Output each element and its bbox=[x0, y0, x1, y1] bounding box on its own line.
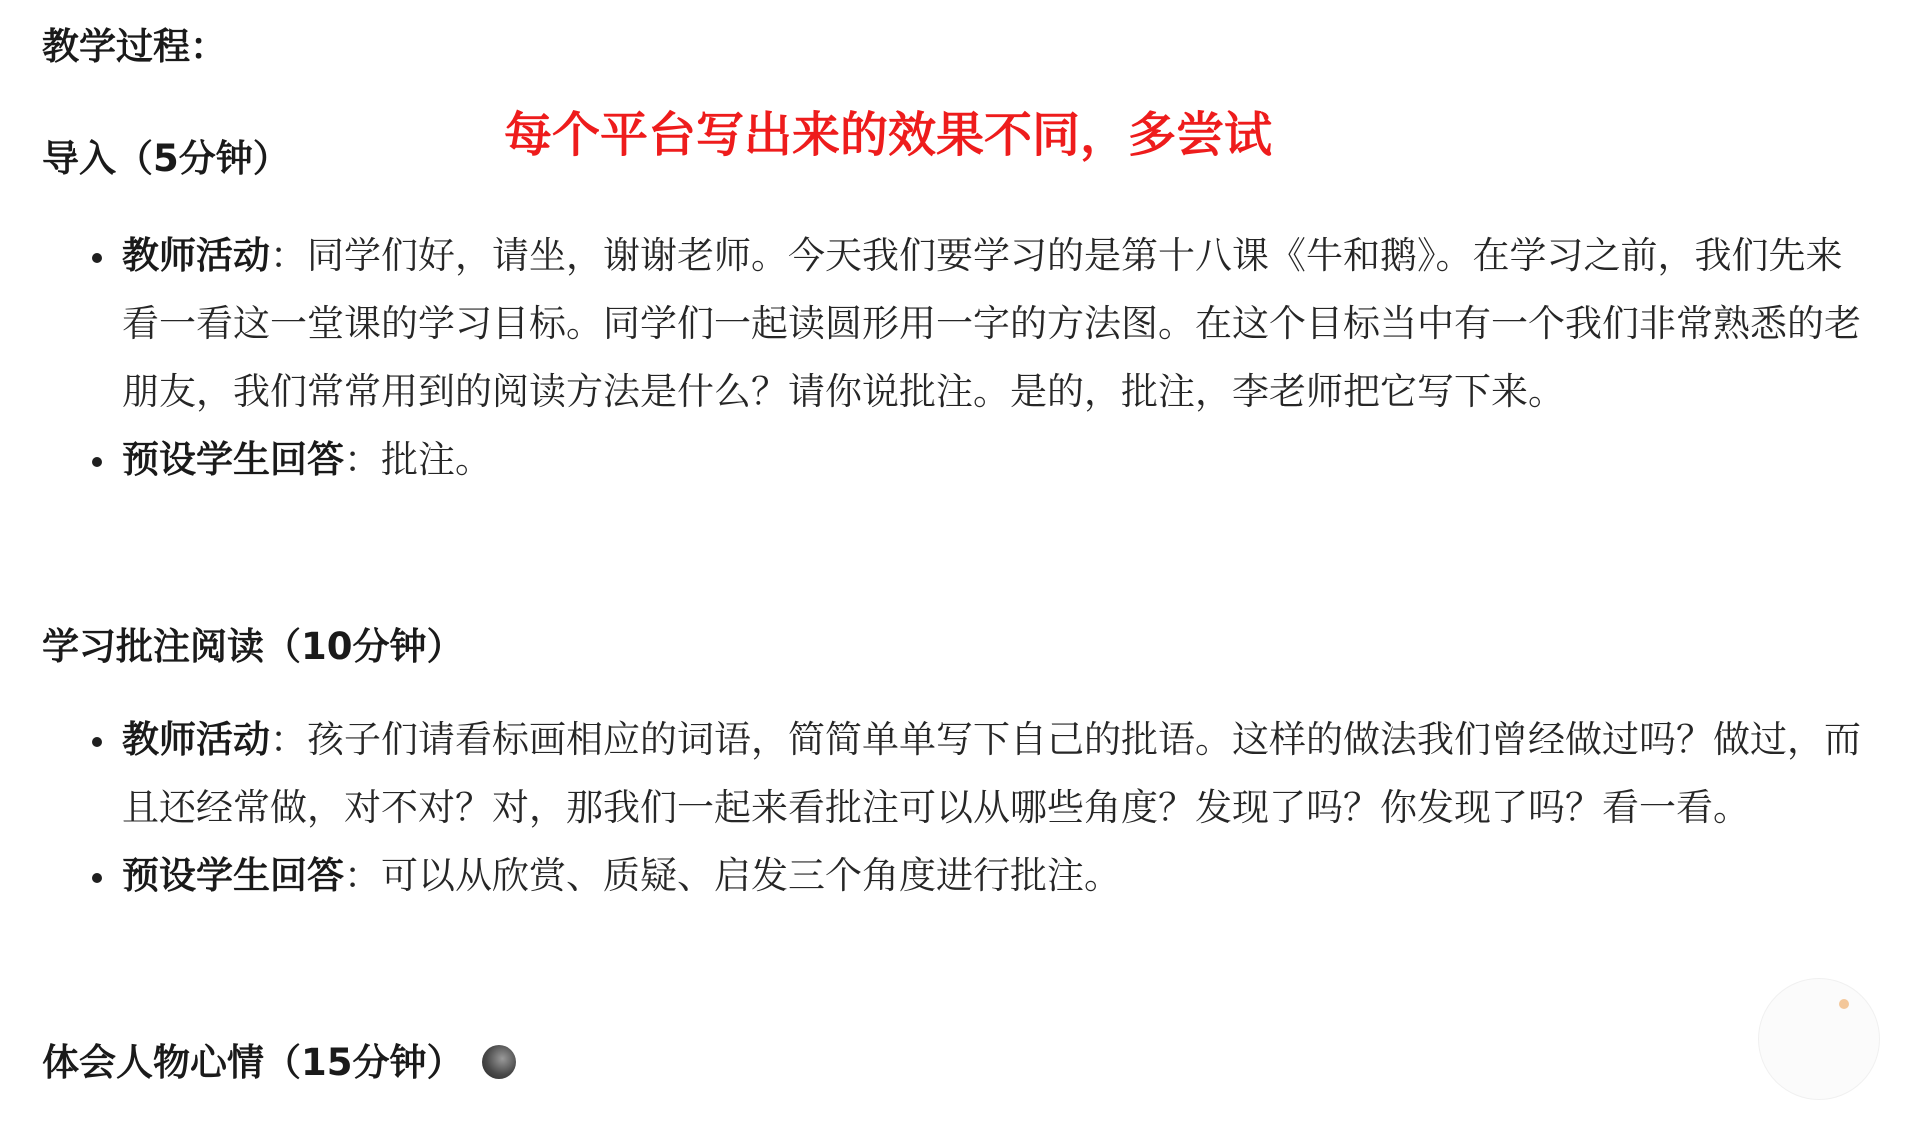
list-item bbox=[92, 222, 1862, 426]
item-separator: ： bbox=[344, 854, 381, 897]
item-label: 预设学生回答 bbox=[122, 438, 344, 481]
item-text: 批注。 bbox=[381, 438, 492, 481]
loading-spinner-icon bbox=[482, 1045, 516, 1079]
bullet-list-annotation-reading bbox=[92, 706, 1862, 910]
item-label: 教师活动 bbox=[122, 234, 270, 277]
list-item bbox=[92, 706, 1862, 842]
section-heading-character-feelings bbox=[42, 1032, 516, 1086]
main-heading: 教学过程： bbox=[42, 25, 227, 68]
item-separator: ： bbox=[270, 718, 307, 761]
item-text: 可以从欣赏、质疑、启发三个角度进行批注。 bbox=[381, 854, 1121, 897]
bullet-list-intro bbox=[92, 222, 1862, 494]
item-text: 同学们好，请坐，谢谢老师。今天我们要学习的是第十八课《牛和鹅》。在学习之前，我们先来看一看这一堂课的学习目标。同学们一起读圆形用一字的方法图。在这个目标当中有一个我们非常熟悉的老朋友，我们常常用到的阅读方法是什么？请你说批注。是的，批注，李老师把它写下来。 bbox=[122, 234, 1861, 413]
item-separator: ： bbox=[270, 234, 307, 277]
list-item bbox=[92, 842, 1862, 910]
watermark-note: 每个平台写出来的效果不同，多尝试 bbox=[504, 107, 1273, 163]
floating-assistant-button[interactable] bbox=[1758, 978, 1880, 1100]
list-item bbox=[92, 426, 1862, 494]
section-title-text: 体会人物心情（15分钟） bbox=[42, 1041, 464, 1084]
item-separator: ： bbox=[344, 438, 381, 481]
section-heading-intro: 导入（5分钟） bbox=[42, 137, 290, 180]
item-label: 预设学生回答 bbox=[122, 854, 344, 897]
notification-dot-icon bbox=[1839, 999, 1849, 1009]
item-label: 教师活动 bbox=[122, 718, 270, 761]
item-text: 孩子们请看标画相应的词语，简简单单写下自己的批语。这样的做法我们曾经做过吗？做过，而且还经常做，对不对？对，那我们一起来看批注可以从哪些角度？发现了吗？你发现了吗？看一看。 bbox=[122, 718, 1861, 829]
section-heading-annotation-reading: 学习批注阅读（10分钟） bbox=[42, 625, 464, 668]
